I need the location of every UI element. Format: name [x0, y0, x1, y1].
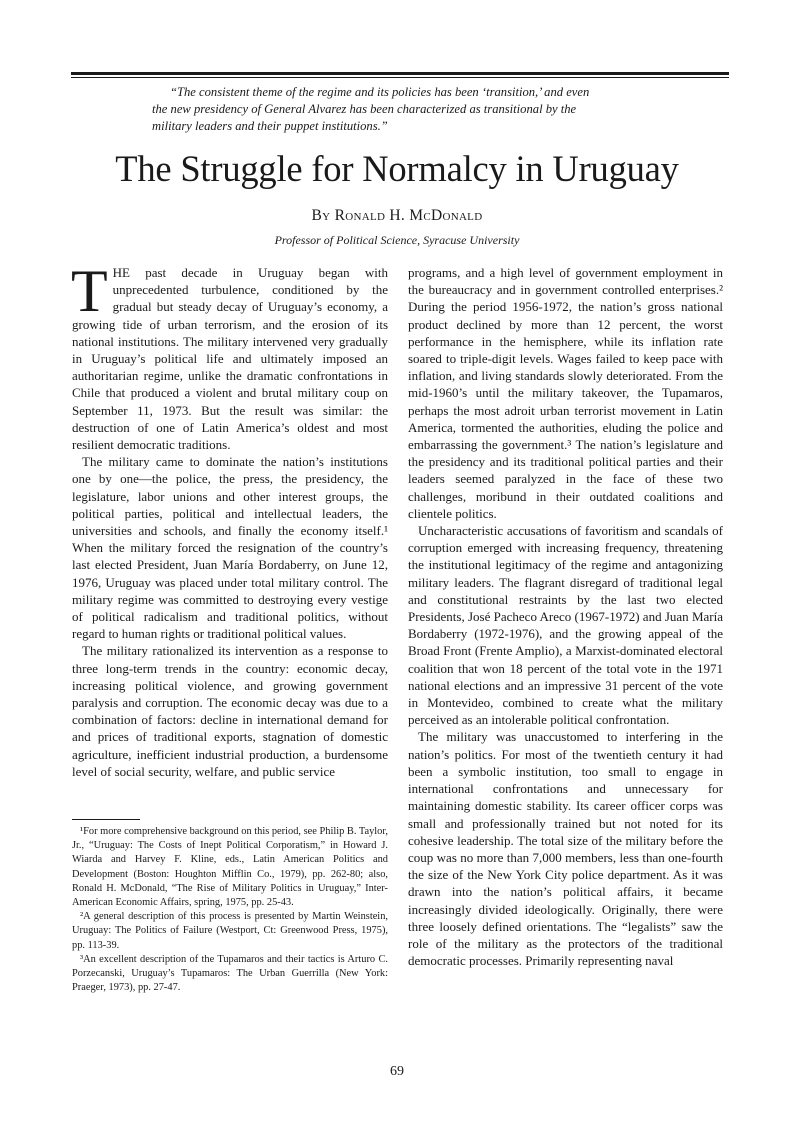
drop-cap: T — [71, 258, 108, 324]
epigraph — [152, 84, 648, 135]
article-title: The Struggle for Normalcy in Uruguay — [115, 148, 679, 189]
epigraph-line: military leaders and their puppet institutions.” — [152, 119, 388, 133]
header-rule-thick — [71, 72, 729, 75]
footnote-rule — [72, 819, 140, 820]
body-paragraph: Uncharacteristic accusations of favoritism and scandals of corruption emerged with increasing frequency, threatening the institutional legitimacy of the regime and antagonizing military leaders. The flagrant disregard of traditional legal and constitutional restraints by the last two elected Presidents, José Pacheco Areco (1967-1972) and Juan María Bordaberry (1972-1976), and the growing appeal of the Broad Front (Frente Amplio), a Marxist-dominated electoral coalition that won 18 percent of the total vote in the 1971 national elections and an impressive 31 percent of the vote in Montevideo, combined to create what the military perceived as an intolerable political confrontation. — [408, 523, 723, 728]
body-paragraph — [71, 258, 388, 453]
body-paragraph: The military was unaccustomed to interfering in the nation’s politics. For most of the twentieth century it had been a symbolic institution, too small to engage in international confrontations and unnecessary for maintaining domestic stability. Its career officer corps was small and professionally trained but not noted for its cohesive leadership. The total size of the military before the coup was no more than 7,000 members, less than one-fourth the size of the New York City police department. As it was drawn into the nation’s political affairs, it became increasingly divided ideologically. Originally, there were three loosely defined orientations. The “legalists” saw the role of the military as the protectors of the traditional democratic processes. Primarily representing naval — [408, 729, 723, 969]
left-column — [71, 258, 388, 780]
header-rule-thin — [71, 77, 729, 78]
epigraph-line: the new presidency of General Alvarez has been characterized as transitional by the — [152, 102, 577, 116]
body-paragraph: The military rationalized its intervention as a response to three long-term trends in the country: economic decay, increasing political violence, and growing government paralysis and corruption. The economic decay was due to a combination of factors: decline in international demand for and prices of traditional exports, stagnation of domestic agriculture, inefficient industrial production, a burdensome level of social security, welfare, and public service — [72, 643, 388, 779]
author-affiliation: Professor of Political Science, Syracuse University — [274, 233, 520, 247]
footnote: ³An excellent description of the Tupamaros and their tactics is Arturo C. Porzecanski, Uruguay’s Tupamaros: The Urban Guerrilla (New York: Praeger, 1973), pp. 27-47. — [72, 953, 388, 994]
page-number: 69 — [390, 1064, 404, 1079]
author-byline: By Ronald H. McDonald — [311, 207, 483, 224]
epigraph-line: “The consistent theme of the regime and its policies has been ‘transition,’ and even — [170, 85, 590, 99]
body-paragraph: programs, and a high level of government employment in the bureaucracy and in government controlled enterprises.² During the period 1956-1972, the nation’s gross national product declined by more than 12 percent, the worst performance in the hemisphere, while its inflation rate soared to triple-digit levels. Wages failed to keep pace with inflation, and living standards slowly deteriorated. From the mid-1960’s until the military takeover, the Tupamaros, perhaps the most adroit urban terrorist movement in Latin America, tormented the authorities, eluding the police and embarrassing the government.³ The nation’s legislature and the presidency and its traditional political parties and their leaders seemed paralyzed in the face of these two challenges, moribund in their outdated coalitions and clientele politics. — [408, 265, 723, 521]
paragraph-text: HE past decade in Uruguay began with unprecedented turbulence, conditioned by the gradual but steady decay of Uruguay’s economy, a growing tide of urban terrorism, and the erosion of its national institutions. The military intervened very gradually in Uruguay’s political life and ultimately imposed an authoritarian regime, unlike the dramatic confrontations in Chile that produced a violent and brutal military coup on September 11, 1973. But the result was similar: the destruction of one of Latin America’s oldest and most resilient democratic traditions. — [72, 265, 388, 453]
right-column — [408, 264, 723, 969]
footnote: ²A general description of this process is presented by Martin Weinstein, Uruguay: The Politics of Failure (Westport, Ct: Greenwood Press, 1975), pp. 113-39. — [72, 911, 388, 951]
footnotes — [72, 825, 388, 995]
body-paragraph: The military came to dominate the nation’s institutions one by one—the police, the press, the presidency, the legislature, labor unions and other interest groups, the political parties, political and intellectual leaders, the universities and schools, and finally the economy itself.¹ When the military forced the resignation of the country’s last elected President, Juan María Bordaberry, on June 12, 1976, Uruguay was placed under total military control. The military regime was committed to destroying every vestige of political radicalism and traditional politics, without regard to human rights or traditional political values. — [72, 454, 388, 642]
footnote: ¹For more comprehensive background on this period, see Philip B. Taylor, Jr., “Uruguay: The Costs of Inept Political Corporatism,” in Howard J. Wiarda and Harvey F. Kline, eds., Latin American Politics and Development (Boston: Houghton Mifflin Co., 1979), pp. 262-80; also, Ronald H. McDonald, “The Rise of Military Politics in Uruguay,” Inter-American Economic Affairs, spring, 1975, pp. 25-43. — [72, 826, 388, 909]
